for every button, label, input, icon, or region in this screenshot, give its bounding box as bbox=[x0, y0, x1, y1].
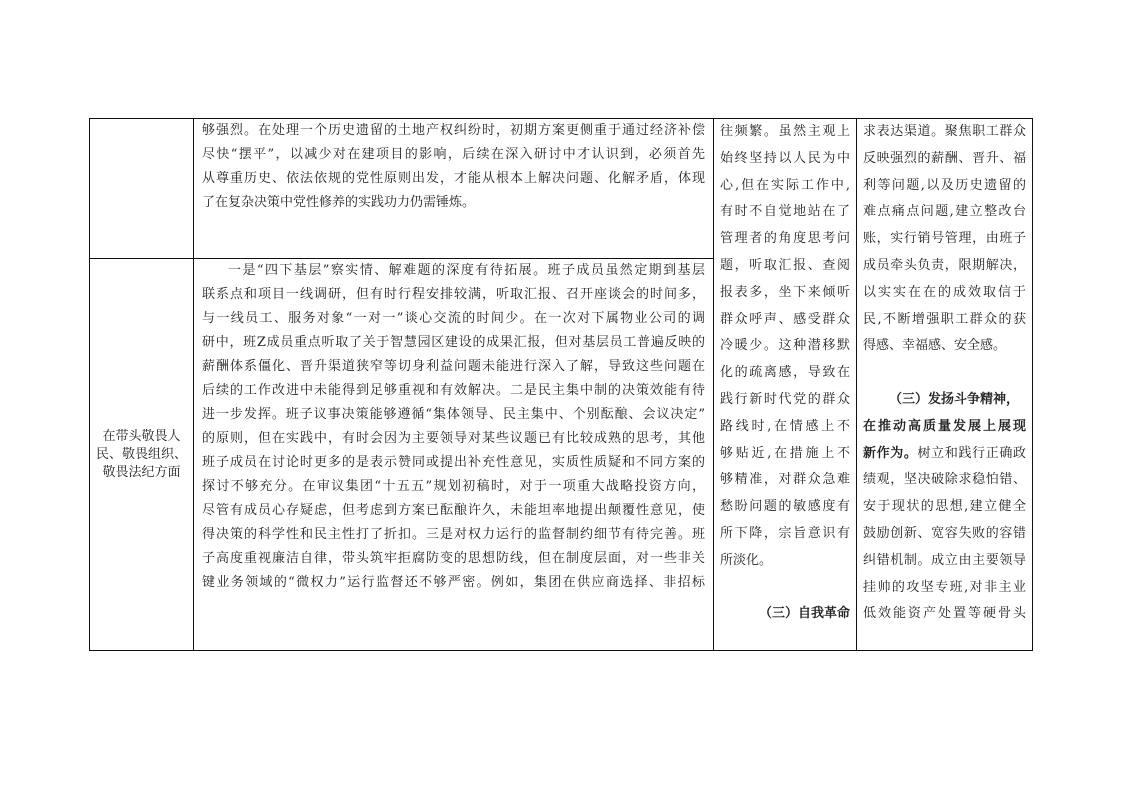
text-line: 始终坚持以人民为中 bbox=[720, 150, 850, 166]
text-line: 报表多，坐下来倾听 bbox=[720, 284, 850, 300]
text-line: 进一步发挥。班子议事决策能够遵循“集体领导、民主集中、个别酝酿、会议决定” bbox=[202, 407, 705, 422]
text-line: 研中，班Z成员重点听取了关于智慧园区建设的成果汇报，但对基层员工普遍反映的 bbox=[202, 335, 705, 350]
text-line: 化的疏离感，导致在 bbox=[720, 365, 850, 381]
text-line: 路线时,在情感上不 bbox=[720, 418, 850, 434]
text-line: 有时不自觉地站在了 bbox=[720, 204, 850, 220]
text-line bbox=[863, 441, 1026, 468]
text-line: 难点痛点问题,建立整改台 bbox=[863, 204, 1026, 220]
text-line: 求表达渠道。聚焦职工群众 bbox=[863, 124, 1026, 139]
text-line: 践行新时代党的群众 bbox=[720, 391, 850, 407]
blank-line bbox=[720, 575, 850, 602]
text-line: 尽管有成员心存疑虑，但考虑到方案已酝酿许久，未能坦率地提出颠覆性意见，使 bbox=[202, 503, 705, 518]
section-heading: 在推动高质量发展上展现 bbox=[863, 418, 1026, 434]
text-line: 民,不断增强职工群众的获 bbox=[863, 311, 1026, 327]
text-line: 题，听取汇报、查阅 bbox=[720, 257, 850, 273]
text-line: 管理者的角度思考问 bbox=[720, 231, 850, 247]
text-line: 探讨不够充分。在审议集团“十五五”规划初稿时，对于一项重大战略投资方向， bbox=[202, 479, 705, 494]
text-line: 鼓励创新、宽容失败的容错 bbox=[863, 525, 1026, 541]
text-line: 冷暖少。这种潜移默 bbox=[720, 338, 850, 354]
section-heading: （三）自我革命 bbox=[758, 606, 850, 622]
text-line: 挂帅的攻坚专班,对非主业 bbox=[863, 579, 1026, 595]
blank-line bbox=[863, 360, 1026, 387]
text-line: 尽快“摆平”，以减少对在建项目的影响，后续在深入研讨中才认识到，必须首先 bbox=[202, 147, 705, 162]
text-line: 的原则，但在实践中，有时会因为主要领导对某些议题已有比较成熟的思考，其他 bbox=[202, 431, 705, 446]
text-line: 够贴近,在措施上不 bbox=[720, 445, 850, 461]
category-cell-empty bbox=[90, 119, 194, 259]
text-line: 绩观，坚决破除求稳怕错、 bbox=[863, 472, 1026, 488]
category-label-line: 敬畏法纪方面 bbox=[102, 464, 181, 480]
text-line: 利等问题,以及历史遗留的 bbox=[863, 177, 1026, 193]
text-line: 了在复杂决策中党性修养的实践功力仍需锤炼。 bbox=[202, 195, 476, 210]
text-segment: 树立和践行正确政 bbox=[917, 445, 1026, 461]
section-heading: （三）发扬斗争精神， bbox=[889, 391, 1020, 407]
text-line: 纠错机制。成立由主要领导 bbox=[863, 552, 1026, 568]
category-label-line: 民、敬畏组织、 bbox=[95, 446, 187, 462]
text-line: 得感、幸福感、安全感。 bbox=[863, 338, 1007, 354]
column3-cell bbox=[714, 119, 857, 650]
text-line: 低效能资产处置等硬骨头 bbox=[863, 606, 1026, 622]
column4-cell bbox=[857, 119, 1032, 650]
text-line: 从尊重历史、依法依规的党性原则出发，才能从根本上解决问题、化解矛盾，体现 bbox=[202, 171, 705, 186]
text-line: 班子成员在讨论时更多的是表示赞同或提出补充性意见，实质性质疑和不同方案的 bbox=[202, 455, 705, 470]
text-line: 安于现状的思想,建立健全 bbox=[863, 499, 1026, 515]
category-label-line: 在带头敬畏人 bbox=[102, 428, 181, 444]
text-line: 反映强烈的薪酬、晋升、福 bbox=[863, 150, 1026, 166]
section-heading: 新作为。 bbox=[863, 445, 918, 461]
text-line: 所淡化。 bbox=[720, 552, 773, 568]
text-line: 所下降，宗旨意识有 bbox=[720, 525, 850, 541]
text-line: 一是“四下基层”察实情、解难题的深度有待拓展。班子成员虽然定期到基层 bbox=[228, 263, 705, 278]
text-line: 账，实行销号管理，由班子 bbox=[863, 231, 1026, 247]
text-line: 后续的工作改进中未能得到足够重视和有效解决。二是民主集中制的决策效能有待 bbox=[202, 383, 705, 398]
text-line: 够精准，对群众急难 bbox=[720, 472, 850, 488]
text-line: 愁盼问题的敏感度有 bbox=[720, 499, 850, 515]
text-line: 与一线员工、服务对象“一对一”谈心交流的时间少。在一次对下属物业公司的调 bbox=[202, 311, 705, 326]
content-cell-row1 bbox=[194, 119, 714, 259]
text-line: 够强烈。在处理一个历史遗留的土地产权纠纷时，初期方案更侧重于通过经济补偿 bbox=[202, 123, 705, 138]
text-line: 群众呼声、感受群众 bbox=[720, 311, 850, 327]
text-line: 成员牵头负责，限期解决， bbox=[863, 257, 1026, 273]
text-line: 子高度重视廉洁自律，带头筑牢拒腐防变的思想防线，但在制度层面，对一些非关 bbox=[202, 551, 705, 566]
text-line: 键业务领域的“微权力”运行监督还不够严密。例如，集团在供应商选择、非招标 bbox=[202, 575, 705, 590]
category-cell-row2 bbox=[90, 259, 194, 650]
text-line: 薪酬体系僵化、晋升渠道狭窄等切身利益问题未能进行深入了解，导致这些问题在 bbox=[202, 359, 705, 374]
assessment-table bbox=[89, 118, 1033, 651]
text-line: 联系点和项目一线调研，但有时行程安排较满，听取汇报、召开座谈会的时间多， bbox=[202, 287, 705, 302]
content-cell-row2 bbox=[194, 259, 714, 650]
text-line: 往频繁。虽然主观上 bbox=[720, 124, 850, 139]
text-line: 得决策的科学性和民主性打了折扣。三是对权力运行的监督制约细节有待完善。班 bbox=[202, 527, 705, 542]
text-line: 心,但在实际工作中, bbox=[720, 177, 850, 193]
category-label bbox=[96, 428, 187, 482]
text-line: 以实实在在的成效取信于 bbox=[863, 284, 1026, 300]
